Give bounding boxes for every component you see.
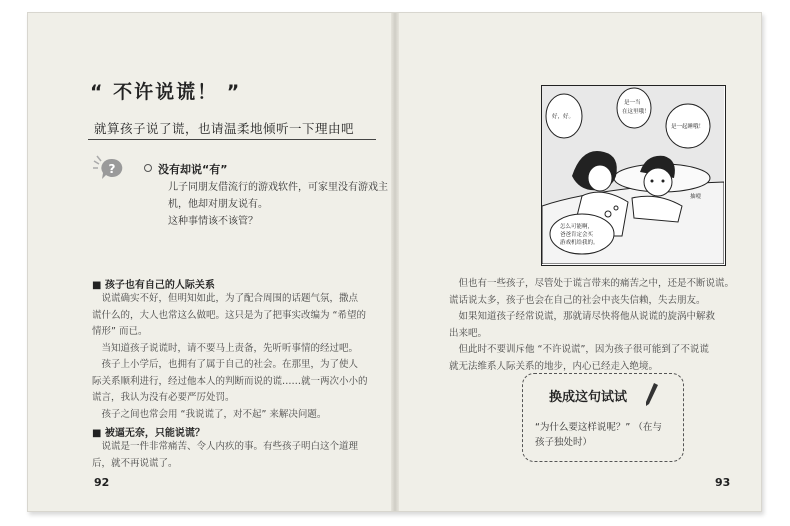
comic-sound-effect: 抽噎 — [690, 194, 702, 200]
paragraph-line: 孩子上小学后，也拥有了属于自己的社会。在那里，为了使人 — [92, 359, 359, 370]
paragraph-line: 后，就不再说谎了。 — [92, 457, 178, 469]
comic-thought-line: 游戏机给我的。 — [560, 240, 599, 246]
comic-bubble-right: 是一起睡哦！ — [671, 124, 705, 130]
tip-line: 孩子独处时） — [535, 437, 593, 448]
question-line: 这种事情该不该管？ — [168, 216, 258, 227]
question-line: 机，他却对朋友说有。 — [168, 199, 268, 210]
book-gutter — [391, 13, 399, 511]
section-heading: ■ 孩子也有自己的人际关系 — [92, 280, 215, 291]
comic-bubble-top-line: 是一当 — [624, 100, 641, 106]
comic-bubble-top-line: 在这里哦！ — [622, 109, 650, 115]
paragraph-line: 就无法维系人际关系的地步，内心已经走入绝境。 — [449, 360, 659, 372]
paragraph-line: 当知道孩子说谎时，请不要马上责备，先听听事情的经过吧。 — [92, 342, 359, 354]
left-page — [28, 13, 391, 511]
tip-box — [522, 373, 684, 462]
question-bubble-icon — [92, 155, 126, 183]
pen-icon — [643, 382, 659, 408]
section-paragraph — [92, 439, 384, 472]
tip-text — [535, 420, 680, 450]
comic-drawing — [542, 86, 724, 264]
paragraph-line: 出来吧。 — [449, 327, 488, 339]
comic-thought-line: 怎么可能啊， — [560, 224, 594, 230]
section-paragraph — [92, 291, 384, 423]
page-number: 93 — [715, 476, 731, 489]
page-title: “ 不许说谎！ ” — [90, 81, 242, 103]
title-divider — [88, 139, 376, 140]
bullet-circle-icon — [144, 164, 152, 172]
comic-bubble-left: 好，好。 — [552, 114, 575, 120]
paragraph-line: 说谎确实不好，但明知如此，为了配合周围的话题气氛，撒点 — [92, 293, 359, 304]
paragraph-line: 谎话说太多，孩子也会在自己的社会中丧失信赖，失去朋友。 — [449, 294, 706, 306]
open-book — [27, 12, 762, 512]
page-subtitle: 就算孩子说了谎，也请温柔地倾听一下理由吧 — [94, 121, 355, 136]
paragraph-line: 际关系顺利进行，经过他本人的判断而说的谎……就一两次小小的 — [92, 375, 368, 387]
section-heading: ■ 被逼无奈，只能说谎？ — [92, 428, 205, 439]
comic-illustration — [541, 85, 726, 266]
svg-text:?: ? — [108, 162, 116, 176]
paragraph-line: 但此时不要训斥他 “不许说谎”，因为孩子很可能到了不说谎 — [449, 344, 709, 355]
question-line: 儿子同朋友借流行的游戏软件，可家里没有游戏主 — [168, 182, 388, 193]
paragraph-line: 情形” 而已。 — [92, 326, 148, 337]
paragraph-line: 说谎是一件非常痛苦、令人内疚的事。有些孩子明白这个道理 — [92, 441, 359, 452]
tip-line: “为什么要这样说呢？” （在与 — [535, 422, 662, 433]
right-paragraph — [449, 276, 749, 375]
paragraph-line: 孩子之间也常会用 “我说谎了，对不起” 来解决问题。 — [92, 408, 327, 420]
paragraph-line: 谎言，我认为没有必要严厉处罚。 — [92, 392, 235, 403]
tip-title: 换成这句试试 — [549, 390, 628, 405]
page-number: 92 — [94, 476, 110, 489]
question-body — [168, 179, 388, 230]
question-heading: 没有却说“有” — [144, 161, 227, 177]
paragraph-line: 谎什么的，大人也常这么做吧。这只是为了把事实改编为 “希望的 — [92, 309, 366, 321]
comic-thought-line: 爸爸肯定会买 — [560, 232, 594, 238]
paragraph-line: 如果知道孩子经常说谎，那就请尽快将他从说谎的旋涡中解救 — [449, 311, 716, 322]
right-page — [399, 13, 761, 511]
paragraph-line: 但也有一些孩子，尽管处于谎言带来的痛苦之中，还是不断说谎。 — [449, 278, 735, 289]
